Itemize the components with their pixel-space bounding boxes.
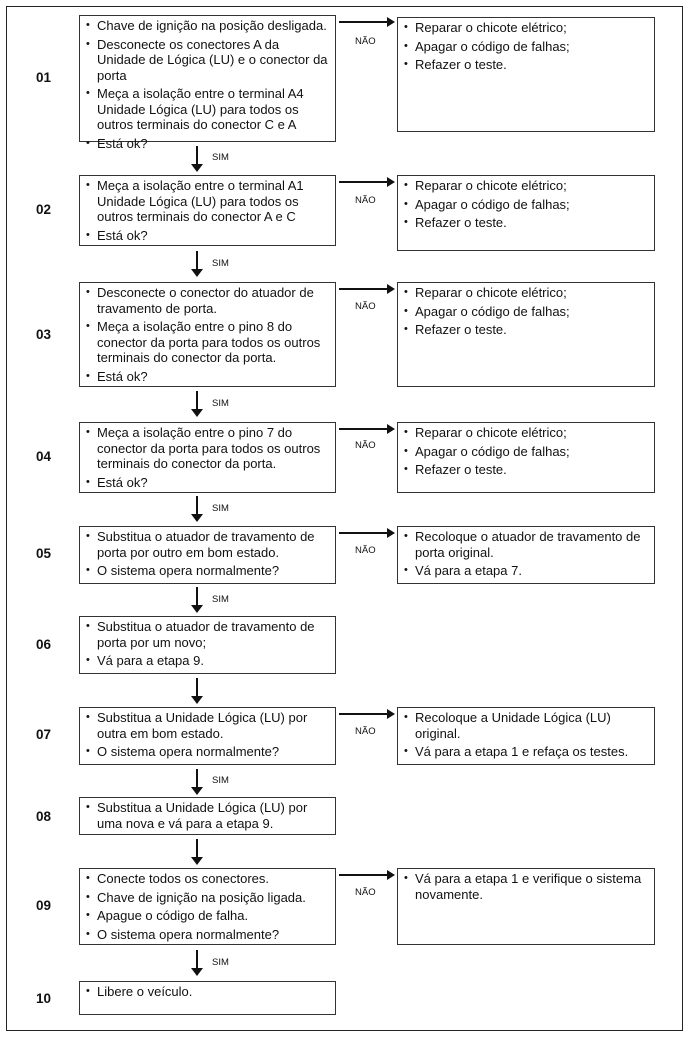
step-number: 01	[36, 70, 52, 85]
step-item: • O sistema opera normalmente?	[86, 927, 329, 943]
yes-label: SIM	[212, 398, 229, 409]
step-number: 10	[36, 991, 52, 1006]
no-arrow-icon	[339, 528, 395, 538]
step-05-no-action-box	[397, 526, 655, 584]
no-label: NÃO	[355, 301, 376, 312]
step-item: • Substitua o atuador de travamento de porta por um novo;	[86, 619, 329, 650]
yes-label: SIM	[212, 594, 229, 605]
step-item: • Libere o veículo.	[86, 984, 329, 1000]
step-06-box	[79, 616, 336, 674]
action-item: • Apagar o código de falhas;	[404, 444, 648, 460]
step-10-box	[79, 981, 336, 1015]
action-item: • Refazer o teste.	[404, 462, 648, 478]
action-item: • Vá para a etapa 1 e refaça os testes.	[404, 744, 648, 760]
step-item: • Desconecte os conectores A da Unidade de Lógica (LU) e o conector da porta	[86, 37, 329, 84]
step-item: • Conecte todos os conectores.	[86, 871, 329, 887]
action-item: • Apagar o código de falhas;	[404, 304, 648, 320]
action-item: • Refazer o teste.	[404, 322, 648, 338]
step-01-no-action-box	[397, 17, 655, 132]
step-02-no-action-box	[397, 175, 655, 251]
step-07-no-action-box	[397, 707, 655, 765]
down-arrow-icon	[191, 587, 203, 613]
step-item: • Está ok?	[86, 475, 329, 491]
step-item: • Meça a isolação entre o terminal A1 Unidade Lógica (LU) para todos os outros terminais do conector A e C	[86, 178, 329, 225]
step-item: • Está ok?	[86, 136, 329, 152]
step-item: • O sistema opera normalmente?	[86, 563, 329, 579]
down-arrow-icon	[191, 950, 203, 976]
action-item: • Vá para a etapa 1 e verifique o sistema novamente.	[404, 871, 648, 902]
step-item: • Meça a isolação entre o pino 7 do conector da porta para todos os outros terminais do conector da porta.	[86, 425, 329, 472]
action-item: • Recoloque a Unidade Lógica (LU) original.	[404, 710, 648, 741]
yes-label: SIM	[212, 503, 229, 514]
yes-label: SIM	[212, 258, 229, 269]
action-item: • Reparar o chicote elétrico;	[404, 285, 648, 301]
down-arrow-icon	[191, 251, 203, 277]
no-arrow-icon	[339, 709, 395, 719]
no-label: NÃO	[355, 887, 376, 898]
step-04-box	[79, 422, 336, 493]
step-number: 06	[36, 637, 52, 652]
action-item: • Apagar o código de falhas;	[404, 39, 648, 55]
step-05-box	[79, 526, 336, 584]
step-07-box	[79, 707, 336, 765]
down-arrow-icon	[191, 496, 203, 522]
step-item: • Meça a isolação entre o pino 8 do conector da porta para todos os outros terminais do conector da porta.	[86, 319, 329, 366]
action-item: • Reparar o chicote elétrico;	[404, 20, 648, 36]
no-arrow-icon	[339, 284, 395, 294]
no-arrow-icon	[339, 424, 395, 434]
down-arrow-icon	[191, 839, 203, 865]
no-label: NÃO	[355, 36, 376, 47]
step-item: • Desconecte o conector do atuador de travamento de porta.	[86, 285, 329, 316]
no-arrow-icon	[339, 870, 395, 880]
action-item: • Reparar o chicote elétrico;	[404, 425, 648, 441]
step-item: • Está ok?	[86, 228, 329, 244]
step-number: 07	[36, 727, 52, 742]
step-item: • Apague o código de falha.	[86, 908, 329, 924]
step-number: 08	[36, 809, 52, 824]
step-number: 04	[36, 449, 52, 464]
step-item: • Substitua a Unidade Lógica (LU) por uma nova e vá para a etapa 9.	[86, 800, 329, 831]
step-number: 02	[36, 202, 52, 217]
step-item: • Chave de ignição na posição desligada.	[86, 18, 329, 34]
no-arrow-icon	[339, 17, 395, 27]
yes-label: SIM	[212, 957, 229, 968]
action-item: • Refazer o teste.	[404, 215, 648, 231]
step-03-no-action-box	[397, 282, 655, 387]
step-item: • Vá para a etapa 9.	[86, 653, 329, 669]
step-item: • Substitua a Unidade Lógica (LU) por outra em bom estado.	[86, 710, 329, 741]
no-label: NÃO	[355, 545, 376, 556]
step-04-no-action-box	[397, 422, 655, 493]
down-arrow-icon	[191, 769, 203, 795]
step-01-box	[79, 15, 336, 151]
step-03-box	[79, 282, 336, 387]
step-08-box	[79, 797, 336, 835]
action-item: • Reparar o chicote elétrico;	[404, 178, 648, 194]
down-arrow-icon	[191, 391, 203, 417]
action-item: • Vá para a etapa 7.	[404, 563, 648, 579]
no-label: NÃO	[355, 726, 376, 737]
step-item: • O sistema opera normalmente?	[86, 744, 329, 760]
step-number: 05	[36, 546, 52, 561]
yes-label: SIM	[212, 775, 229, 786]
action-item: • Apagar o código de falhas;	[404, 197, 648, 213]
step-number: 03	[36, 327, 52, 342]
step-item: • Substitua o atuador de travamento de porta por outro em bom estado.	[86, 529, 329, 560]
no-label: NÃO	[355, 440, 376, 451]
down-arrow-icon	[191, 678, 203, 704]
step-02-box	[79, 175, 336, 246]
action-item: • Recoloque o atuador de travamento de porta original.	[404, 529, 648, 560]
step-item: • Meça a isolação entre o terminal A4 Unidade Lógica (LU) para todos os outros terminais do conector C e A	[86, 86, 329, 133]
action-item: • Refazer o teste.	[404, 57, 648, 73]
step-item: • Chave de ignição na posição ligada.	[86, 890, 329, 906]
down-arrow-icon	[191, 146, 203, 172]
no-arrow-icon	[339, 177, 395, 187]
step-item: • Está ok?	[86, 369, 329, 385]
step-number: 09	[36, 898, 52, 913]
yes-label: SIM	[212, 152, 229, 163]
step-09-box	[79, 868, 336, 945]
step-09-no-action-box	[397, 868, 655, 945]
no-label: NÃO	[355, 195, 376, 206]
